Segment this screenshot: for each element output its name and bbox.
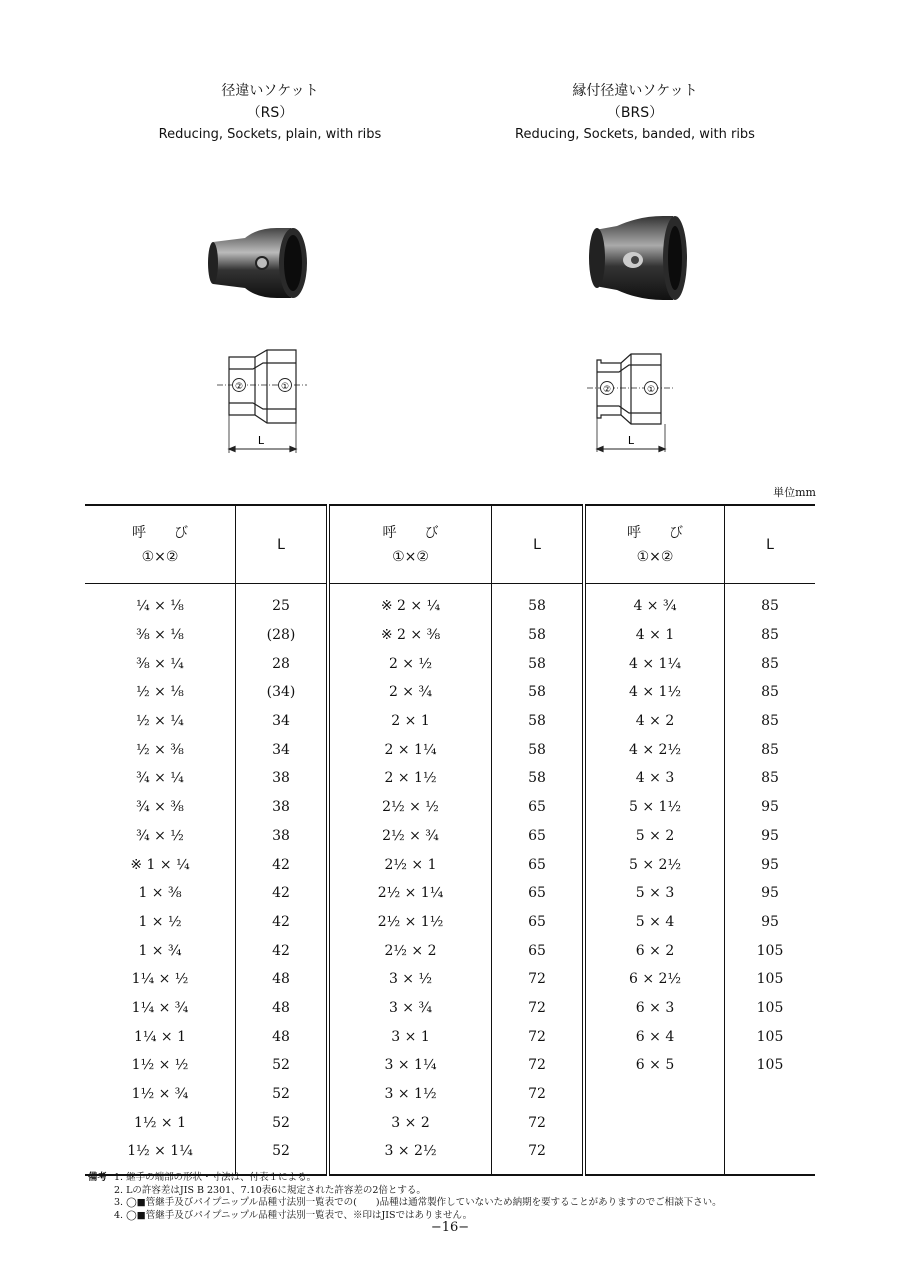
size-cell: 6 × 2½: [584, 965, 724, 994]
header-size-text: ①×②: [141, 548, 179, 565]
size-cell: ¾ × ¼: [85, 764, 236, 793]
size-cell: 1¼ × ¾: [85, 994, 236, 1023]
size-cell: 3 × 1½: [328, 1080, 492, 1109]
header-name-text: 呼 び: [382, 524, 439, 541]
size-cell: 1¼ × ½: [85, 965, 236, 994]
length-cell: 38: [236, 822, 329, 851]
length-cell: 65: [492, 879, 585, 908]
length-cell: 58: [492, 649, 585, 678]
length-cell: [725, 1108, 816, 1137]
header-length-col-1: L: [236, 505, 329, 584]
brs-socket-photo: [585, 212, 695, 307]
header-length-col-3: L: [725, 505, 816, 584]
length-cell: 42: [236, 936, 329, 965]
length-cell: 72: [492, 1051, 585, 1080]
size-cell: 1¼ × 1: [85, 1022, 236, 1051]
table-row: [85, 822, 815, 851]
size-cell: [584, 1137, 724, 1175]
length-cell: 48: [236, 965, 329, 994]
table-row: [85, 908, 815, 937]
size-cell: [584, 1080, 724, 1109]
size-cell: 2½ × 2: [328, 936, 492, 965]
table-row: [85, 936, 815, 965]
length-cell: 72: [492, 994, 585, 1023]
size-cell: 1½ × 1¼: [85, 1137, 236, 1175]
left-product-title: 径違いソケット: [221, 83, 319, 99]
table-row: [85, 1051, 815, 1080]
table-row: [85, 793, 815, 822]
length-cell: 58: [492, 678, 585, 707]
length-cell: 95: [761, 913, 779, 930]
note-item: 4. ◯■管継手及びパイプニップル品種寸法別一覧表で、※印はJISではありません。: [114, 1209, 473, 1221]
rs-length-label: L: [257, 434, 265, 447]
right-product-header: [505, 80, 765, 146]
header-name-text: 呼 び: [627, 524, 683, 541]
dimension-table: [85, 504, 815, 1176]
size-cell: 1 × ½: [85, 908, 236, 937]
length-cell: 52: [236, 1051, 329, 1080]
length-cell: 72: [492, 1022, 585, 1051]
size-cell: 2 × 1¼: [328, 735, 492, 764]
size-cell: ※ 1 × ¼: [85, 850, 236, 879]
size-cell: 2½ × 1½: [328, 908, 492, 937]
size-cell: 3 × ¾: [328, 994, 492, 1023]
length-cell: 38: [236, 793, 329, 822]
length-cell: 105: [756, 1028, 784, 1045]
length-cell: 85: [761, 713, 779, 730]
length-cell: 105: [756, 942, 784, 959]
size-cell: 5 × 2½: [584, 850, 724, 879]
table-header-row: [85, 505, 815, 584]
brs-length-label: L: [627, 434, 635, 447]
size-cell: 1 × ¾: [85, 936, 236, 965]
size-cell: 3 × 1: [328, 1022, 492, 1051]
length-cell: 85: [761, 770, 779, 787]
size-cell: ½ × ⅛: [85, 678, 236, 707]
table-row: [85, 621, 815, 650]
length-cell: 85: [761, 684, 779, 701]
size-cell: ⅜ × ¼: [85, 649, 236, 678]
size-cell: ※ 2 × ¼: [328, 592, 492, 621]
length-cell: 58: [492, 764, 585, 793]
header-size-text: ①×②: [636, 548, 674, 565]
table-row: [85, 1022, 815, 1051]
size-cell: 3 × 1¼: [328, 1051, 492, 1080]
header-name-text: 呼 び: [132, 524, 188, 541]
size-cell: 2½ × 1¼: [328, 879, 492, 908]
header-size-col-1: [85, 505, 236, 584]
length-cell: 85: [761, 655, 779, 672]
length-cell: 65: [492, 908, 585, 937]
size-cell: 4 × 1: [584, 621, 724, 650]
length-cell: 38: [236, 764, 329, 793]
size-cell: 3 × 2: [328, 1108, 492, 1137]
size-cell: [584, 1108, 724, 1137]
length-cell: 65: [492, 793, 585, 822]
notes-section: [88, 1172, 722, 1222]
length-cell: 52: [236, 1108, 329, 1137]
size-cell: 4 × ¾: [584, 592, 724, 621]
header-length-col-2: L: [492, 505, 585, 584]
length-cell: 85: [761, 598, 779, 615]
rs-dimension-drawing: [215, 345, 310, 457]
table-row: [85, 1137, 815, 1175]
right-product-code: （BRS）: [606, 105, 664, 121]
length-cell: 34: [236, 735, 329, 764]
table-row: [85, 965, 815, 994]
length-cell: 48: [236, 1022, 329, 1051]
page-number: −16−: [430, 1220, 470, 1235]
note-item: 3. ◯■管継手及びパイプニップル品種寸法別一覧表での( )品種は通常製作していないため納期を要することがありますのでご相談下さい。: [114, 1197, 722, 1208]
header-size-col-3: [584, 505, 724, 584]
table-row: [85, 1080, 815, 1109]
size-cell: ⅜ × ⅛: [85, 621, 236, 650]
table-row: [85, 678, 815, 707]
length-cell: 52: [236, 1080, 329, 1109]
length-cell: 85: [761, 741, 779, 758]
size-cell: 6 × 4: [584, 1022, 724, 1051]
length-cell: 65: [492, 936, 585, 965]
size-cell: 4 × 1½: [584, 678, 724, 707]
length-cell: [725, 1080, 816, 1109]
left-product-english-title: Reducing, Sockets, plain, with ribs: [158, 127, 382, 142]
table-row: [85, 1108, 815, 1137]
size-cell: 4 × 2½: [584, 735, 724, 764]
size-cell: 5 × 2: [584, 822, 724, 851]
size-cell: 1½ × ¾: [85, 1080, 236, 1109]
length-cell: 42: [236, 908, 329, 937]
note-item: 1. 継手の端部の形状・寸法は、付表１による。: [114, 1172, 317, 1183]
length-cell: 105: [756, 999, 784, 1016]
note-item: 2. Lの許容差はJIS B 2301、7.10表6に規定された許容差の2倍とする。: [114, 1184, 426, 1196]
size-cell: 2 × 1: [328, 707, 492, 736]
table-row: [85, 735, 815, 764]
header-size-text: ①×②: [392, 548, 429, 565]
length-cell: 105: [756, 1057, 784, 1074]
rs-port1-label: ①: [280, 382, 290, 392]
size-cell: 2 × ½: [328, 649, 492, 678]
size-cell: ¾ × ½: [85, 822, 236, 851]
length-cell: 105: [756, 971, 784, 988]
length-cell: 58: [492, 621, 585, 650]
brs-dimension-drawing: [585, 348, 675, 456]
size-cell: 4 × 1¼: [584, 649, 724, 678]
table-row: [85, 592, 815, 621]
size-cell: 3 × 2½: [328, 1137, 492, 1175]
rs-port2-label: ②: [234, 382, 244, 392]
header-size-col-2: [328, 505, 492, 584]
size-cell: 6 × 3: [584, 994, 724, 1023]
table-row: [85, 994, 815, 1023]
table-row: [85, 584, 815, 593]
size-cell: ½ × ⅜: [85, 735, 236, 764]
length-cell: 28: [236, 649, 329, 678]
size-cell: ¼ × ⅛: [85, 592, 236, 621]
length-cell: 58: [492, 707, 585, 736]
size-cell: ¾ × ⅜: [85, 793, 236, 822]
length-cell: 25: [236, 592, 329, 621]
length-cell: 95: [761, 827, 779, 844]
size-cell: 6 × 2: [584, 936, 724, 965]
unit-label: 単位mm: [773, 486, 816, 499]
brs-port1-label: ①: [646, 385, 656, 395]
size-cell: ½ × ¼: [85, 707, 236, 736]
length-cell: 42: [236, 850, 329, 879]
length-cell: 85: [761, 627, 779, 644]
left-product-header: [140, 80, 400, 146]
size-cell: 1 × ⅜: [85, 879, 236, 908]
size-cell: 1½ × 1: [85, 1108, 236, 1137]
length-cell: 52: [236, 1137, 329, 1175]
length-cell: 72: [492, 965, 585, 994]
length-cell: 95: [761, 799, 779, 816]
right-product-title: 縁付径違いソケット: [572, 83, 698, 99]
size-cell: 2 × ¾: [328, 678, 492, 707]
size-cell: 2½ × 1: [328, 850, 492, 879]
table-row: [85, 879, 815, 908]
size-cell: 4 × 3: [584, 764, 724, 793]
length-cell: 58: [492, 735, 585, 764]
brs-port2-label: ②: [602, 385, 612, 395]
length-cell: 48: [236, 994, 329, 1023]
size-cell: 6 × 5: [584, 1051, 724, 1080]
size-cell: 3 × ½: [328, 965, 492, 994]
length-cell: 42: [236, 879, 329, 908]
left-product-code: （RS）: [246, 105, 294, 121]
length-cell: 65: [492, 850, 585, 879]
rs-socket-photo: [205, 220, 315, 305]
table-row: [85, 649, 815, 678]
table-row: [85, 707, 815, 736]
size-cell: 2 × 1½: [328, 764, 492, 793]
length-cell: [725, 1137, 816, 1175]
table-row: [85, 850, 815, 879]
size-cell: 4 × 2: [584, 707, 724, 736]
length-cell: 58: [492, 592, 585, 621]
length-cell: 72: [492, 1137, 585, 1175]
table-row: [85, 764, 815, 793]
size-cell: 2½ × ½: [328, 793, 492, 822]
size-cell: 5 × 3: [584, 879, 724, 908]
size-cell: 1½ × ½: [85, 1051, 236, 1080]
size-cell: ※ 2 × ⅜: [328, 621, 492, 650]
length-cell: 72: [492, 1080, 585, 1109]
size-cell: 5 × 1½: [584, 793, 724, 822]
size-cell: 2½ × ¾: [328, 822, 492, 851]
length-cell: 34: [236, 707, 329, 736]
size-cell: 5 × 4: [584, 908, 724, 937]
length-cell: 72: [492, 1108, 585, 1137]
length-cell: (28): [236, 621, 329, 650]
length-cell: 95: [761, 885, 779, 902]
notes-label: 備考: [88, 1172, 108, 1183]
length-cell: 95: [761, 856, 779, 873]
length-cell: (34): [236, 678, 329, 707]
right-product-english-title: Reducing, Sockets, banded, with ribs: [515, 127, 755, 142]
length-cell: 65: [492, 822, 585, 851]
